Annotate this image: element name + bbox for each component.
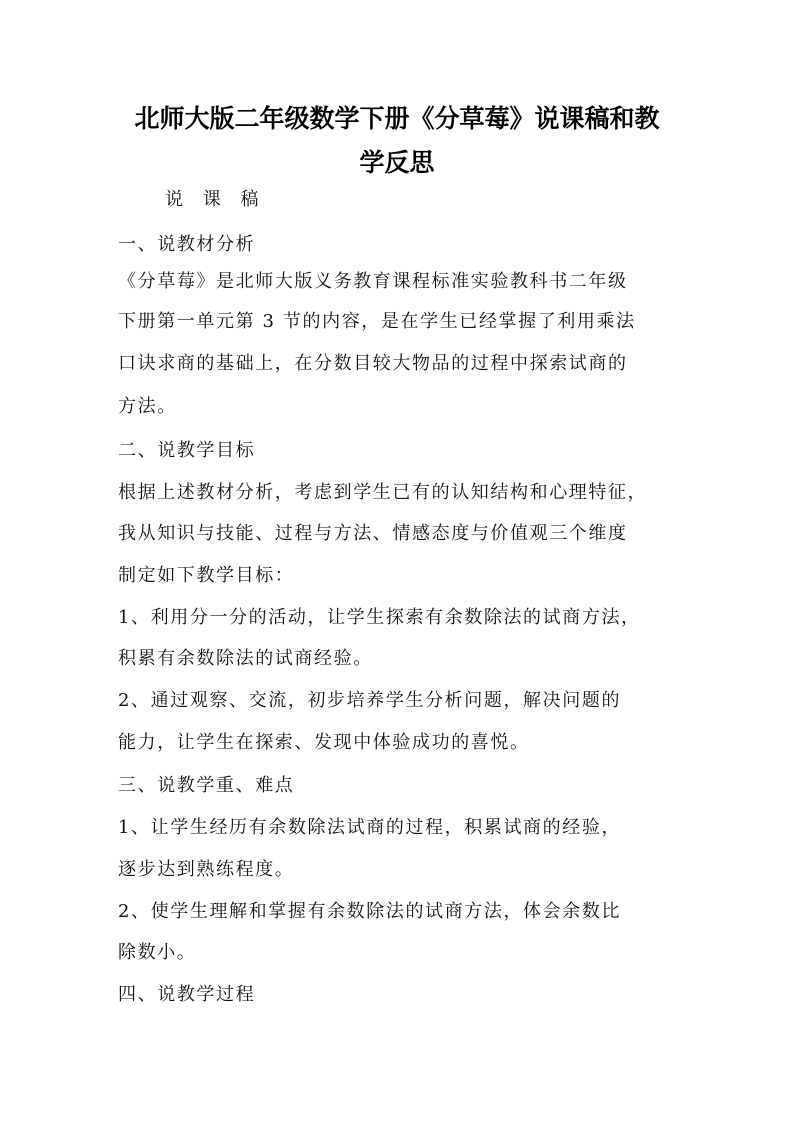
document-title-line-1: 北师大版二年级数学下册《分草莓》说课稿和教 <box>134 104 660 133</box>
paragraph-line: 制定如下教学目标： <box>118 565 295 586</box>
list-item: 2、使学生理解和掌握有余数除法的试商方法，体会余数比 <box>118 901 622 922</box>
section-heading: 三、说教学重、难点 <box>118 775 295 796</box>
section-subtitle: 说 课 稿 <box>165 189 266 210</box>
paragraph-line: 能力，让学生在探索、发现中体验成功的喜悦。 <box>118 732 530 753</box>
section-heading: 一、说教材分析 <box>118 234 256 255</box>
paragraph-line: 我从知识与技能、过程与方法、情感态度与价值观三个维度 <box>118 523 628 544</box>
section-heading: 二、说教学目标 <box>118 440 256 461</box>
document-title-line-2: 学反思 <box>359 148 435 177</box>
paragraph-line: 根据上述教材分析，考虑到学生已有的认知结构和心理特征， <box>118 482 648 503</box>
list-item: 2、通过观察、交流，初步培养学生分析问题，解决问题的 <box>118 690 622 711</box>
list-item: 1、让学生经历有余数除法试商的过程，积累试商的经验， <box>118 817 622 838</box>
paragraph-line: 《分草莓》是北师大版义务教育课程标准实验教科书二年级 <box>118 271 628 292</box>
paragraph-line: 除数小。 <box>118 942 197 963</box>
paragraph-line: 口诀求商的基础上，在分数目较大物品的过程中探索试商的 <box>118 353 628 374</box>
paragraph-line: 方法。 <box>118 396 177 417</box>
list-item: 1、利用分一分的活动，让学生探索有余数除法的试商方法， <box>118 607 641 628</box>
paragraph-line: 下册第一单元第 3 节的内容，是在学生已经掌握了利用乘法 <box>118 311 636 332</box>
paragraph-line: 积累有余数除法的试商经验。 <box>118 648 373 669</box>
section-heading: 四、说教学过程 <box>118 984 256 1005</box>
paragraph-line: 逐步达到熟练程度。 <box>118 859 295 880</box>
